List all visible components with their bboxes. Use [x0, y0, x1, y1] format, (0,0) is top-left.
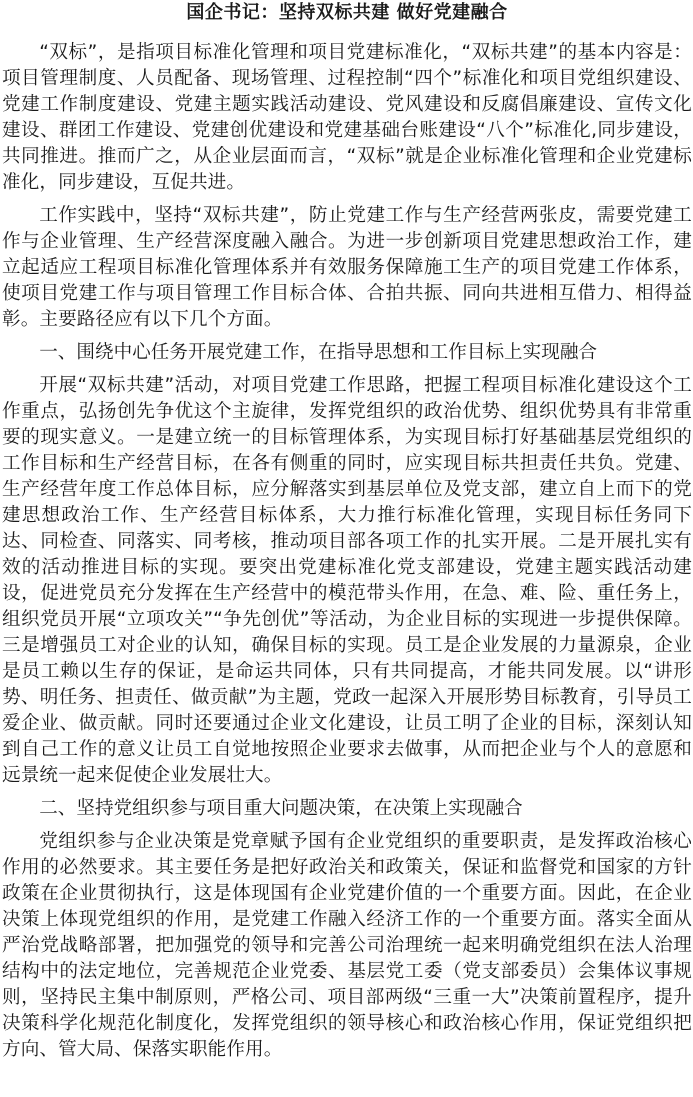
- paragraph-shuangbiao-definition: “双标”，是指项目标准化管理和项目党建标准化，“双标共建”的基本内容是：项目管理制度、人员配备、现场管理、过程控制“四个”标准化和项目党组织建设、党建工作制度建设、党建主题实践活动建设、党风建设和反腐倡廉建设、宣传文化建设、群团工作建设、党建创优建设和党建基础台账建设“八个”标准化,同步建设，共同推进。推而广之，从企业层面而言，“双标”就是企业标准化管理和企业党建标准化，同步建设，互促共进。: [2, 42, 692, 193]
- section-heading-2: 二、坚持党组织参与项目重大问题决策，在决策上实现融合: [39, 798, 523, 819]
- paragraph-section-1-body: 开展“双标共建”活动，对项目党建工作思路，把握工程项目标准化建设这个工作重点，弘扬创先争优这个主旋律，发挥党组织的政治优势、组织优势具有非常重要的现实意义。一是建立统一的目标管理体系，为实现目标打好基础基层党组织的工作目标和生产经营目标，在各有侧重的同时，应实现目标共担责任共负。党建、生产经营年度工作总体目标，应分解落实到基层单位及党支部，建立自上而下的党建思想政治工作、生产经营目标体系，大力推行标准化管理，实现目标任务同下达、同检查、同落实、同考核，推动项目部各项工作的扎实开展。二是开展扎实有效的活动推进目标的实现。要突出党建标准化党支部建设，党建主题实践活动建设，促进党员充分发挥在生产经营中的模范带头作用，在急、难、险、重任务上，组织党员开展“立项攻关”“争先创优”等活动，为企业目标的实现进一步提供保障。三是增强员工对企业的认知，确保目标的实现。员工是企业发展的力量源泉，企业是员工赖以生存的保证，是命运共同体，只有共同提高，才能共同发展。以“讲形势、明任务、担责任、做贡献”为主题，党政一起深入开展形势目标教育，引导员工爱企业、做贡献。同时还要通过企业文化建设，让员工明了企业的目标，深刻认知到自己工作的意义让员工自觉地按照企业要求去做事，从而把企业与个人的意愿和远景统一起来促使企业发展壮大。: [2, 375, 692, 786]
- paragraph-section-2-body: 党组织参与企业决策是党章赋予国有企业党组织的重要职责，是发挥政治核心作用的必然要求。其主要任务是把好政治关和政策关，保证和监督党和国家的方针政策在企业贯彻执行，这是体现国有企业党建价值的一个重要方面。因此，在企业决策上体现党组织的作用，是党建工作融入经济工作的一个重要方面。落实全面从严治党战略部署，把加强党的领导和完善公司治理统一起来明确党组织在法人治理结构中的法定地位，完善规范企业党委、基层党工委（党支部委员）会集体议事规则，坚持民主集中制原则，严格公司、项目部两级“三重一大”决策前置程序，提升决策科学化规范化制度化，发挥党组织的领导核心和政治核心作用，保证党组织把方向、管大局、保落实职能作用。: [2, 831, 692, 1060]
- paragraph-work-practice: 工作实践中，坚持“双标共建”，防止党建工作与生产经营两张皮，需要党建工作与企业管理、生产经营深度融入融合。为进一步创新项目党建思想政治工作，建立起适应工程项目标准化管理体系并有效服务保障施工生产的项目党建工作体系，使项目党建工作与项目管理工作目标合体、合拍共振、同向共进相互借力、相得益彰。主要路径应有以下几个方面。: [2, 205, 692, 330]
- article-title: 国企书记：坚持双标共建 做好党建融合: [186, 2, 508, 23]
- section-heading-1: 一、围绕中心任务开展党建工作，在指导思想和工作目标上实现融合: [39, 342, 598, 363]
